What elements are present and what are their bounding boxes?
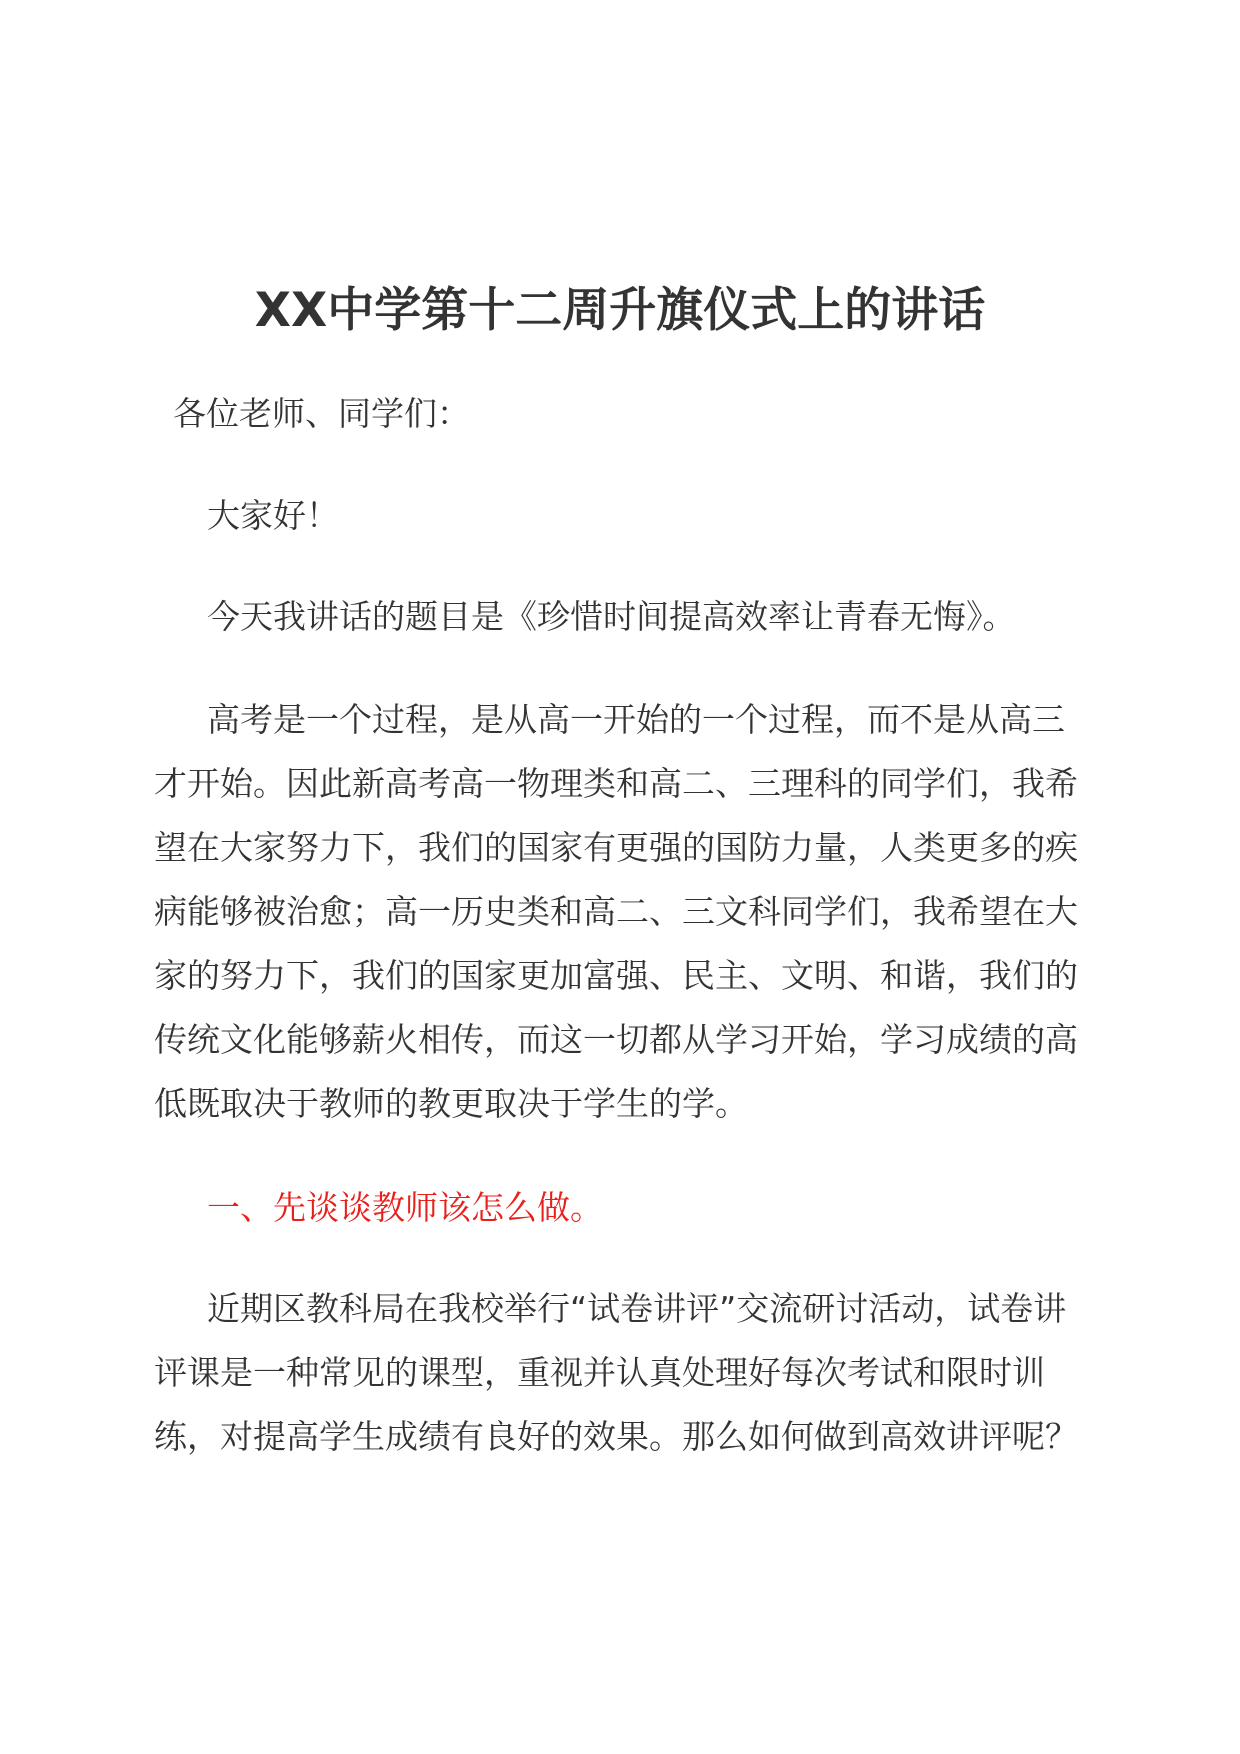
paragraph-intro: 高考是一个过程，是从高一开始的一个过程，而不是从高三才开始。因此新高考高一物理类和高二、三理科的同学们，我希望在大家努力下，我们的国家有更强的国防力量，人类更多的疾病能够被治愈；高一历史类和高二、三文科同学们，我希望在大家的努力下，我们的国家更加富强、民主、文明、和谐，我们的传统文化能够薪火相传，而这一切都从学习开始，学习成绩的高低既取决于教师的教更取决于学生的学。 (154, 700, 1078, 1123)
speech-topic: 今天我讲话的题目是《珍惜时间提高效率让青春无悔》。 (207, 597, 1016, 636)
salutation: 各位老师、同学们： (173, 394, 470, 433)
section-heading: 一、先谈谈教师该怎么做。 (207, 1188, 603, 1227)
paragraph-exam-review: 近期区教科局在我校举行“试卷讲评”交流研讨活动，试卷讲评课是一种常见的课型，重视并认真处理好每次考试和限时训练，对提高学生成绩有良好的效果。那么如何做到高效讲评呢？ (154, 1289, 1078, 1456)
greeting: 大家好！ (207, 496, 339, 535)
document-title: XX中学第十二周升旗仪式上的讲话 (254, 283, 986, 338)
